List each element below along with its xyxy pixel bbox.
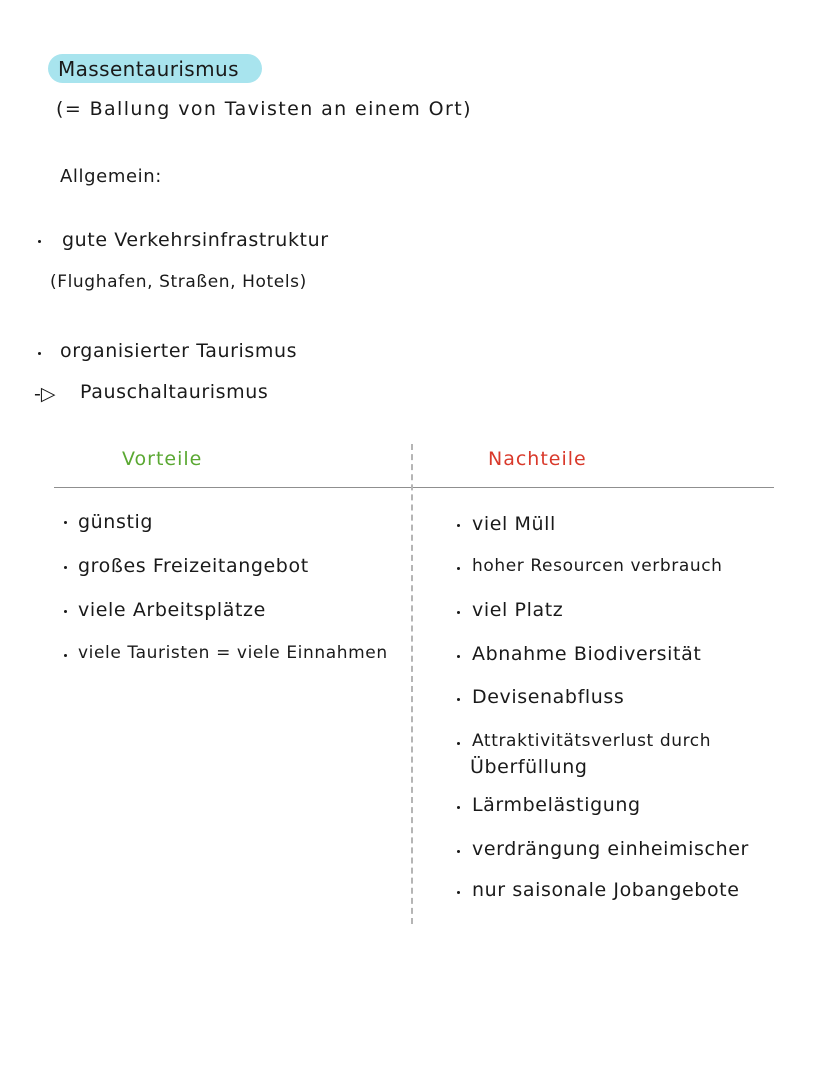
bullet-dot — [64, 610, 67, 613]
bullet-dot — [457, 567, 460, 570]
advantages-header: Vorteile — [122, 448, 203, 470]
advantage-item: großes Freizeitangebot — [78, 555, 309, 577]
table-header-rule — [54, 487, 774, 488]
table-column-divider — [411, 444, 413, 924]
general-point-2: organisierter Taurismus — [60, 340, 298, 362]
bullet-dot — [457, 655, 460, 658]
advantage-item: günstig — [78, 511, 154, 533]
bullet-dot — [64, 654, 67, 657]
disadvantage-item: viel Müll — [472, 513, 556, 535]
disadvantages-header: Nachteile — [488, 448, 587, 470]
advantage-item: viele Tauristen = viele Einnahmen — [78, 643, 388, 663]
disadvantage-item: Attraktivitätsverlust durch — [472, 731, 712, 751]
bullet-dot — [64, 566, 67, 569]
disadvantage-item-continuation: Überfüllung — [470, 756, 588, 778]
bullet-dot — [457, 850, 460, 853]
bullet-dot — [38, 352, 41, 355]
disadvantage-item: Lärmbelästigung — [472, 794, 641, 816]
disadvantage-item: hoher Resourcen verbrauch — [472, 556, 723, 576]
bullet-dot — [457, 891, 460, 894]
bullet-dot — [64, 521, 67, 524]
general-point-1-detail: (Flughafen, Straßen, Hotels) — [50, 272, 307, 292]
advantage-item: viele Arbeitsplätze — [78, 599, 266, 621]
disadvantage-item: nur saisonale Jobangebote — [472, 879, 740, 901]
definition-text: (= Ballung von Tavisten an einem Ort) — [56, 98, 472, 120]
general-point-1: gute Verkehrsinfrastruktur — [62, 229, 329, 251]
bullet-dot — [457, 742, 460, 745]
bullet-dot — [38, 240, 41, 243]
arrow-icon: -▷ — [34, 383, 56, 405]
bullet-dot — [457, 611, 460, 614]
bullet-dot — [457, 524, 460, 527]
bullet-dot — [457, 698, 460, 701]
bullet-dot — [457, 806, 460, 809]
disadvantage-item: Abnahme Biodiversität — [472, 643, 702, 665]
disadvantage-item: Devisenabfluss — [472, 686, 625, 708]
disadvantage-item: verdrängung einheimischer — [472, 838, 749, 860]
page-title: Massentaurismus — [58, 57, 239, 81]
arrow-text: Pauschaltaurismus — [80, 381, 269, 403]
section-label: Allgemein: — [60, 166, 162, 187]
disadvantage-item: viel Platz — [472, 599, 564, 621]
